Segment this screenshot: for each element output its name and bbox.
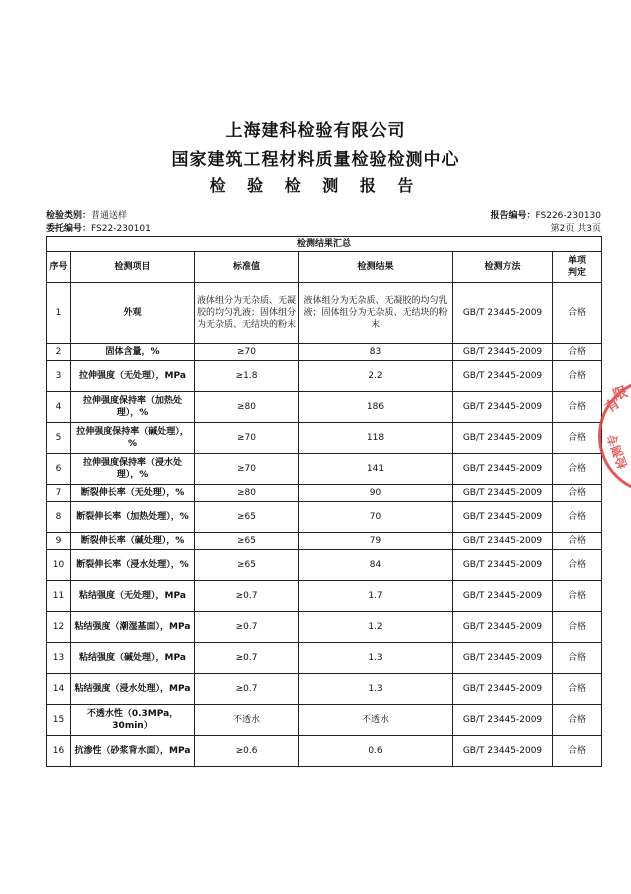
row-number: 8 <box>47 502 71 533</box>
row-verdict: 合格 <box>553 736 602 767</box>
table-row <box>47 454 602 485</box>
header-method: 检测方法 <box>453 252 553 283</box>
entrust-value: FS22-230101 <box>91 224 151 234</box>
table-row <box>47 736 602 767</box>
row-method: GB/T 23445-2009 <box>453 643 553 674</box>
row-result: 不透水 <box>299 705 453 736</box>
table-row <box>47 705 602 736</box>
row-standard: ≥65 <box>195 550 299 581</box>
row-verdict: 合格 <box>553 283 602 344</box>
row-result: 0.6 <box>299 736 453 767</box>
row-verdict: 合格 <box>553 502 602 533</box>
row-result: 186 <box>299 392 453 423</box>
table-caption: 检测结果汇总 <box>47 237 602 252</box>
row-number: 6 <box>47 454 71 485</box>
row-verdict: 合格 <box>553 344 602 361</box>
row-number: 3 <box>47 361 71 392</box>
row-verdict: 合格 <box>553 705 602 736</box>
row-result: 79 <box>299 533 453 550</box>
row-verdict: 合格 <box>553 674 602 705</box>
row-standard: ≥0.7 <box>195 581 299 612</box>
report-number <box>490 210 601 222</box>
table-row <box>47 612 602 643</box>
row-number: 5 <box>47 423 71 454</box>
row-verdict: 合格 <box>553 423 602 454</box>
row-result: 1.3 <box>299 643 453 674</box>
row-result: 83 <box>299 344 453 361</box>
row-verdict: 合格 <box>553 643 602 674</box>
entrust-number <box>46 223 151 235</box>
row-item: 断裂伸长率（无处理），% <box>71 485 195 502</box>
row-standard: ≥65 <box>195 533 299 550</box>
table-row <box>47 502 602 533</box>
row-standard: ≥0.7 <box>195 612 299 643</box>
row-method: GB/T 23445-2009 <box>453 612 553 643</box>
row-item: 拉伸强度保持率（加热处理），% <box>71 392 195 423</box>
row-verdict: 合格 <box>553 550 602 581</box>
table-row <box>47 674 602 705</box>
report-no-value: FS226-230130 <box>535 211 601 221</box>
row-number: 7 <box>47 485 71 502</box>
table-row <box>47 550 602 581</box>
row-standard: 不透水 <box>195 705 299 736</box>
table-row <box>47 533 602 550</box>
row-number: 9 <box>47 533 71 550</box>
table-caption-row <box>47 237 602 252</box>
row-number: 16 <box>47 736 71 767</box>
row-item: 外观 <box>71 283 195 344</box>
row-verdict: 合格 <box>553 361 602 392</box>
row-result: 1.2 <box>299 612 453 643</box>
row-standard: ≥0.7 <box>195 674 299 705</box>
row-item: 抗渗性（砂浆背水面），MPa <box>71 736 195 767</box>
row-item: 粘结强度（潮湿基面），MPa <box>71 612 195 643</box>
row-verdict: 合格 <box>553 485 602 502</box>
row-number: 11 <box>47 581 71 612</box>
row-number: 14 <box>47 674 71 705</box>
header-verdict: 单项 判定 <box>553 252 602 283</box>
table-header-row <box>47 252 602 283</box>
row-result: 2.2 <box>299 361 453 392</box>
stamp-text-3: 检测专 <box>604 432 631 471</box>
row-standard: ≥70 <box>195 454 299 485</box>
row-result: 1.7 <box>299 581 453 612</box>
row-method: GB/T 23445-2009 <box>453 283 553 344</box>
row-method: GB/T 23445-2009 <box>453 344 553 361</box>
row-method: GB/T 23445-2009 <box>453 705 553 736</box>
row-item: 拉伸强度（无处理），MPa <box>71 361 195 392</box>
row-item: 不透水性（0.3MPa，30min） <box>71 705 195 736</box>
table-row <box>47 423 602 454</box>
row-method: GB/T 23445-2009 <box>453 361 553 392</box>
results-table <box>46 236 602 767</box>
row-item: 粘结强度（无处理），MPa <box>71 581 195 612</box>
row-number: 10 <box>47 550 71 581</box>
row-item: 拉伸强度保持率（浸水处理），% <box>71 454 195 485</box>
row-number: 1 <box>47 283 71 344</box>
table-row <box>47 361 602 392</box>
row-item: 固体含量，% <box>71 344 195 361</box>
row-standard: ≥1.8 <box>195 361 299 392</box>
row-verdict: 合格 <box>553 454 602 485</box>
row-method: GB/T 23445-2009 <box>453 581 553 612</box>
report-title: 检 验 检 测 报 告 <box>209 176 422 195</box>
category-label: 检验类别： <box>46 211 92 221</box>
row-result: 1.3 <box>299 674 453 705</box>
row-method: GB/T 23445-2009 <box>453 674 553 705</box>
row-item: 断裂伸长率（加热处理），% <box>71 502 195 533</box>
row-verdict: 合格 <box>553 612 602 643</box>
row-method: GB/T 23445-2009 <box>453 485 553 502</box>
entrust-label: 委托编号： <box>46 224 92 234</box>
row-standard: ≥0.7 <box>195 643 299 674</box>
row-result: 118 <box>299 423 453 454</box>
row-method: GB/T 23445-2009 <box>453 423 553 454</box>
row-item: 断裂伸长率（碱处理），% <box>71 533 195 550</box>
row-method: GB/T 23445-2009 <box>453 533 553 550</box>
header-no: 序号 <box>47 252 71 283</box>
row-number: 4 <box>47 392 71 423</box>
row-result: 141 <box>299 454 453 485</box>
row-standard: ≥70 <box>195 423 299 454</box>
row-item: 粘结强度（浸水处理），MPa <box>71 674 195 705</box>
report-no-label: 报告编号： <box>490 211 536 221</box>
row-result: 90 <box>299 485 453 502</box>
table-row <box>47 643 602 674</box>
company-seal-stamp <box>598 378 631 494</box>
page-indicator: 第2页 共3页 <box>550 224 601 234</box>
row-standard: 液体组分为无杂质、无凝胶的均匀乳液；固体组分为无杂质、无结块的粉末 <box>195 283 299 344</box>
row-item: 拉伸强度保持率（碱处理），% <box>71 423 195 454</box>
company-name: 上海建科检验有限公司 <box>225 121 406 141</box>
row-number: 2 <box>47 344 71 361</box>
row-standard: ≥80 <box>195 392 299 423</box>
row-method: GB/T 23445-2009 <box>453 392 553 423</box>
row-method: GB/T 23445-2009 <box>453 550 553 581</box>
row-standard: ≥80 <box>195 485 299 502</box>
row-method: GB/T 23445-2009 <box>453 502 553 533</box>
row-item: 断裂伸长率（浸水处理），% <box>71 550 195 581</box>
row-verdict: 合格 <box>553 392 602 423</box>
row-standard: ≥70 <box>195 344 299 361</box>
header-standard: 标准值 <box>195 252 299 283</box>
category-value: 普通送样 <box>91 211 128 221</box>
row-result: 70 <box>299 502 453 533</box>
row-item: 粘结强度（碱处理），MPa <box>71 643 195 674</box>
row-standard: ≥65 <box>195 502 299 533</box>
table-row <box>47 581 602 612</box>
row-verdict: 合格 <box>553 581 602 612</box>
inspection-category <box>46 210 127 222</box>
header-item: 检测项目 <box>71 252 195 283</box>
table-row <box>47 392 602 423</box>
row-verdict: 合格 <box>553 533 602 550</box>
table-row <box>47 344 602 361</box>
row-method: GB/T 23445-2009 <box>453 736 553 767</box>
row-standard: ≥0.6 <box>195 736 299 767</box>
row-number: 15 <box>47 705 71 736</box>
row-number: 13 <box>47 643 71 674</box>
row-result: 液体组分为无杂质、无凝胶的均匀乳液；固体组分为无杂质、无结块的粉末 <box>299 283 453 344</box>
row-method: GB/T 23445-2009 <box>453 454 553 485</box>
header-result: 检测结果 <box>299 252 453 283</box>
table-row <box>47 485 602 502</box>
row-number: 12 <box>47 612 71 643</box>
center-name: 国家建筑工程材料质量检验检测中心 <box>171 150 460 170</box>
stamp-text-2: 限 <box>611 384 630 404</box>
table-row <box>47 283 602 344</box>
stamp-text-1: 有 <box>602 395 623 417</box>
row-result: 84 <box>299 550 453 581</box>
